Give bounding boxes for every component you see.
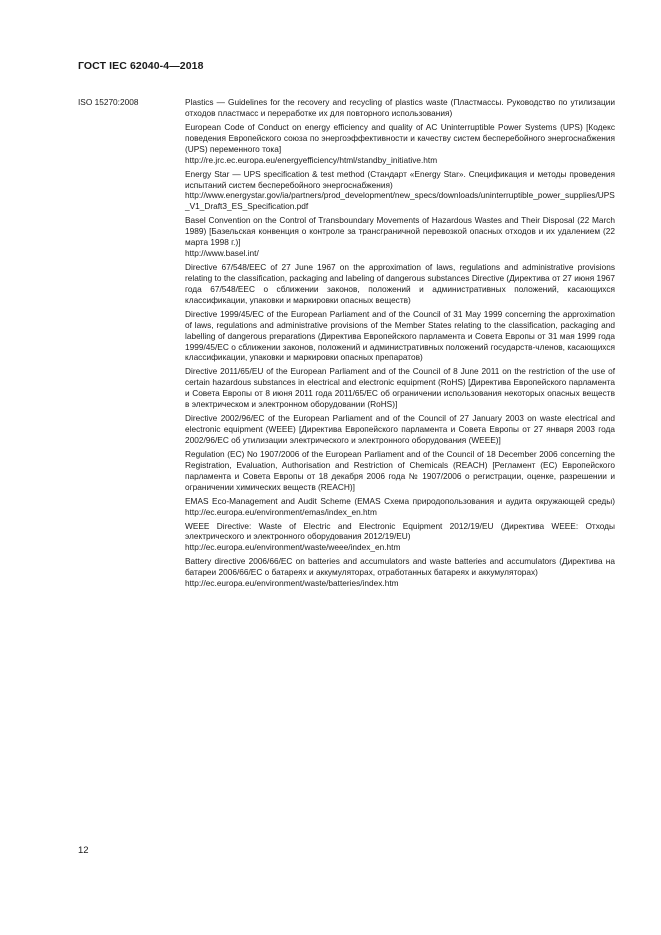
reference-code: ISO 15270:2008 xyxy=(78,97,139,107)
reference-text: EMAS Eco-Management and Audit Scheme (EMAS Схема природопользования и аудита окружающей среды) http://ec.europa.eu/environment/emas/index_en.htm xyxy=(185,495,615,517)
reference-text: Regulation (EC) No 1907/2006 of the European Parliament and of the Council of 18 December 2006 concerning the Registration, Evaluation, Authorisation and Restriction of Chemicals (REACH) [Регламент (ЕС) Европейского парламента и Совета Европы от 18 декабря 2006 года № 1907/2006 о регистрации, оценке, разрешении и ограничении химических веществ (REACH)] xyxy=(185,448,615,492)
reference-text: Basel Convention on the Control of Transboundary Movements of Hazardous Wastes and Their Disposal (22 March 1989) [Базельская конвенция о контроле за трансграничной перевозкой опасных отходов и их удалением (22 марта 1998 г.)] xyxy=(185,215,615,248)
reference-text: Plastics — Guidelines for the recovery and recycling of plastics waste (Пластмассы. Руководство по утилизации отходов пластмасс и переработке их для повторного использования) xyxy=(185,97,615,118)
reference-entry xyxy=(185,366,615,410)
reference-entry xyxy=(185,122,615,166)
reference-text: Directive 2011/65/EU of the European Parliament and of the Council of 8 June 2011 on the restriction of the use of certain hazardous substances in electrical and electronic equipment (RoHS) [Директива Европейского парламента и Совета Европы от 8 июня 2011 года 2011/65/EC об ограничении использования некоторых опасных веществ в электрическом и электронном оборудовании (RoHS)] xyxy=(185,366,615,410)
reference-url[interactable]: http://ec.europa.eu/environment/waste/batteries/index.htm xyxy=(185,578,399,589)
reference-entry xyxy=(185,496,615,518)
reference-entry xyxy=(185,309,615,364)
reference-url[interactable]: http://www.energystar.gov/ia/partners/prod_development/new_specs/downloads/uninterruptible_power_supplies/UPS_V1_Draft3_ES_Specification.pdf xyxy=(185,190,615,212)
reference-text: Directive 67/548/EEC of 27 June 1967 on the approximation of laws, regulations and administrative provisions relating to the classification, packaging and labeling of dangerous substances Directive (Директива от 27 июня 1967 года 67/548/EEC о сближении законов, положений и административных положений, касающихся классификации, упаковки и маркировки опасных веществ) xyxy=(185,262,615,305)
reference-entry xyxy=(185,556,615,589)
reference-url[interactable]: http://ec.europa.eu/environment/waste/weee/index_en.htm xyxy=(185,542,401,553)
reference-entry xyxy=(185,413,615,446)
reference-text: Energy Star — UPS specification & test method (Стандарт «Energy Star». Спецификация и методы проведения испытаний систем бесперебойного энергоснабжения) xyxy=(185,168,615,190)
reference-entry xyxy=(185,262,615,306)
reference-text: WEEE Directive: Waste of Electric and Electronic Equipment 2012/19/EU (Директива WEEE: Отходы электрического и электронного оборудования 2012/19/EU) xyxy=(185,520,615,542)
reference-entry xyxy=(185,169,615,213)
reference-text: Directive 2002/96/EC of the European Parliament and of the Council of 27 January 2003 on waste electrical and electronic equipment (WEEE) [Директива Европейского парламента и Совета Европы от 27 января 2003 года 2002/96/EC об утилизации электрического и электронного оборудования (WEEE)] xyxy=(185,413,615,445)
bibliography-section xyxy=(78,97,615,592)
document-header: ГОСТ IEC 62040-4—2018 xyxy=(78,60,204,72)
reference-entries xyxy=(185,97,615,589)
reference-text: European Code of Conduct on energy efficiency and quality of AC Uninterruptible Power Systems (UPS) [Кодекс поведения Европейского союза по энергоэффективности и качеству систем бесперебойного энергоснабжения (UPS) переменного тока] xyxy=(185,121,615,154)
reference-entry xyxy=(185,521,615,554)
reference-entry xyxy=(185,449,615,493)
reference-text: Directive 1999/45/EC of the European Parliament and of the Council of 31 May 1999 concerning the approximation of laws, regulations and administrative provisions of the Member States relating to the classification, packaging and labelling of dangerous preparations (Директива Европейского парламента и Совета Европы от 31 мая 1999 года 1999/45/EC о сближении законов, положений и административных положений государств-членов, касающихся классификации, упаковки и маркировки опасных препаратов) xyxy=(185,308,615,363)
reference-entry xyxy=(185,97,615,119)
reference-entry xyxy=(185,215,615,259)
bibliography-row xyxy=(78,97,615,589)
page-number: 12 xyxy=(78,845,89,856)
reference-url[interactable]: http://www.basel.int/ xyxy=(185,248,259,259)
reference-url[interactable]: http://re.jrc.ec.europa.eu/energyefficiency/html/standby_initiative.htm xyxy=(185,154,438,165)
reference-text: Battery directive 2006/66/EC on batteries and accumulators and waste batteries and accumulators (Директива на батареи 2006/66/EC о батареях и аккумуляторах, отработанных батареях и аккумуляторах) xyxy=(185,556,615,578)
